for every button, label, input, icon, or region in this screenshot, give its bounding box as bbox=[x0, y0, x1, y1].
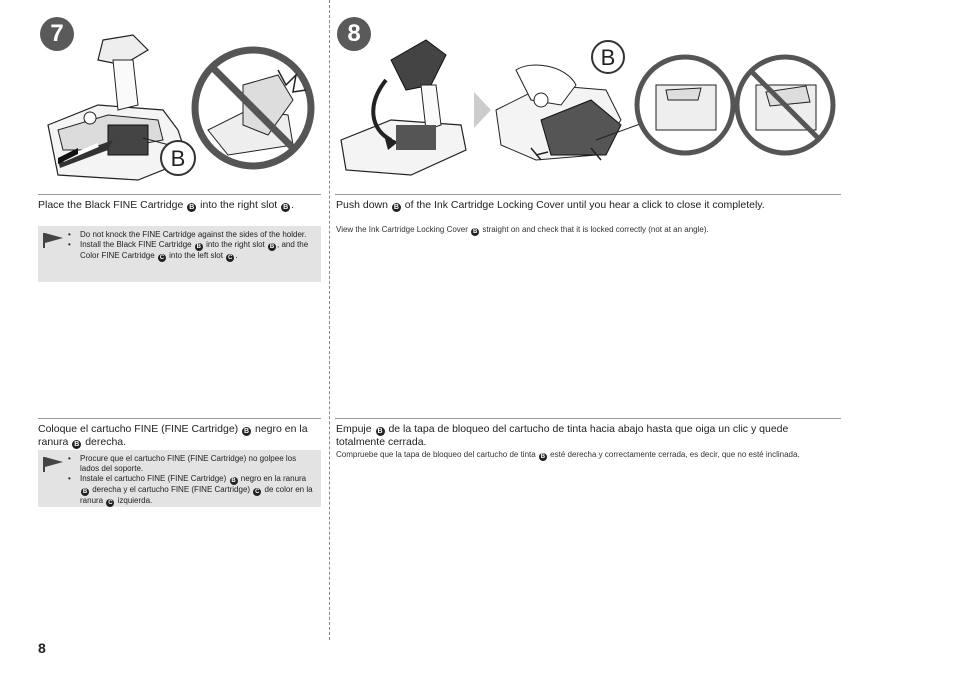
circled-letter: C bbox=[108, 500, 113, 506]
step-7-note-es bbox=[38, 450, 321, 507]
step-8-instruction-es: Empuje B de la tapa de bloqueo del cartucho de tinta hacia abajo hasta que oiga un clic y quede totalmente cerrada. bbox=[336, 423, 789, 448]
step-8-note-en: View the Ink Cartridge Locking Cover B straight on and check that it is locked correctly (not at an angle). bbox=[336, 225, 709, 235]
circled-letter: B bbox=[472, 229, 478, 235]
circled-letter: B bbox=[82, 489, 88, 495]
circled-letter: B bbox=[244, 428, 250, 435]
pressing-cover-drawing bbox=[496, 41, 651, 160]
section-rule bbox=[38, 418, 321, 419]
section-rule bbox=[335, 418, 841, 419]
section-rule bbox=[38, 194, 321, 195]
list-item: • Do not knock the FINE Cartridge against the sides of the holder. bbox=[68, 230, 313, 240]
step-8-instruction-en: Push down B of the Ink Cartridge Locking Cover until you hear a click to close it completely. bbox=[336, 199, 765, 211]
step-7-badge: 7 bbox=[40, 17, 74, 51]
circled-letter: B bbox=[283, 204, 289, 211]
step-7-instruction-en: Place the Black FINE Cartridge B into the right slot B . bbox=[38, 199, 295, 211]
circled-letter: B bbox=[74, 441, 80, 448]
step-8-note-es: Compruebe que la tapa de bloqueo del cartucho de tinta B esté derecha y correctamente cerrada, es decir, que no esté inclinada. bbox=[336, 450, 800, 460]
correct-view-circle bbox=[637, 57, 733, 153]
column-divider bbox=[329, 0, 330, 640]
circled-letter: B bbox=[269, 244, 275, 250]
section-rule bbox=[335, 194, 841, 195]
list-item: • Instale el cartucho FINE (FINE Cartridge) B negro en la ranura B derecha y el cartucho FINE (FINE Cartridge) C de color en la ranura C izquierda. bbox=[68, 474, 313, 507]
step-7-note-en bbox=[38, 226, 321, 282]
step-7-illustration bbox=[38, 30, 323, 190]
circled-letter: B bbox=[393, 204, 399, 211]
circled-letter: C bbox=[228, 255, 233, 261]
circled-letter: C bbox=[159, 255, 165, 261]
circled-letter: B bbox=[196, 244, 202, 250]
callout-b-label: B bbox=[600, 45, 616, 70]
page-number: 8 bbox=[38, 640, 46, 656]
flag-icon bbox=[42, 456, 64, 472]
flag-icon bbox=[42, 232, 64, 248]
step-8-illustration bbox=[336, 30, 841, 190]
arrow-icon bbox=[474, 92, 491, 128]
circled-letter: C bbox=[255, 489, 260, 495]
callout-b-label: B bbox=[170, 146, 186, 171]
list-item: • Procure que el cartucho FINE (FINE Cartridge) no golpee los lados del soporte. bbox=[68, 454, 313, 474]
step-8-badge: 8 bbox=[337, 17, 371, 51]
circled-letter: B bbox=[189, 204, 195, 211]
circled-letter: B bbox=[231, 478, 236, 484]
locking-cover-drawing bbox=[341, 40, 466, 175]
step-7-instruction-es: Coloque el cartucho FINE (FINE Cartridge) B negro en la ranura B derecha. bbox=[38, 423, 308, 448]
circled-letter: B bbox=[540, 454, 546, 460]
incorrect-view-circle bbox=[737, 57, 833, 153]
list-item: • Install the Black FINE Cartridge B into the right slot B , and the Color FINE Cartridge C into the left slot C . bbox=[68, 240, 313, 262]
circled-letter: B bbox=[377, 428, 383, 435]
prohibited-knock-drawing bbox=[195, 50, 311, 166]
